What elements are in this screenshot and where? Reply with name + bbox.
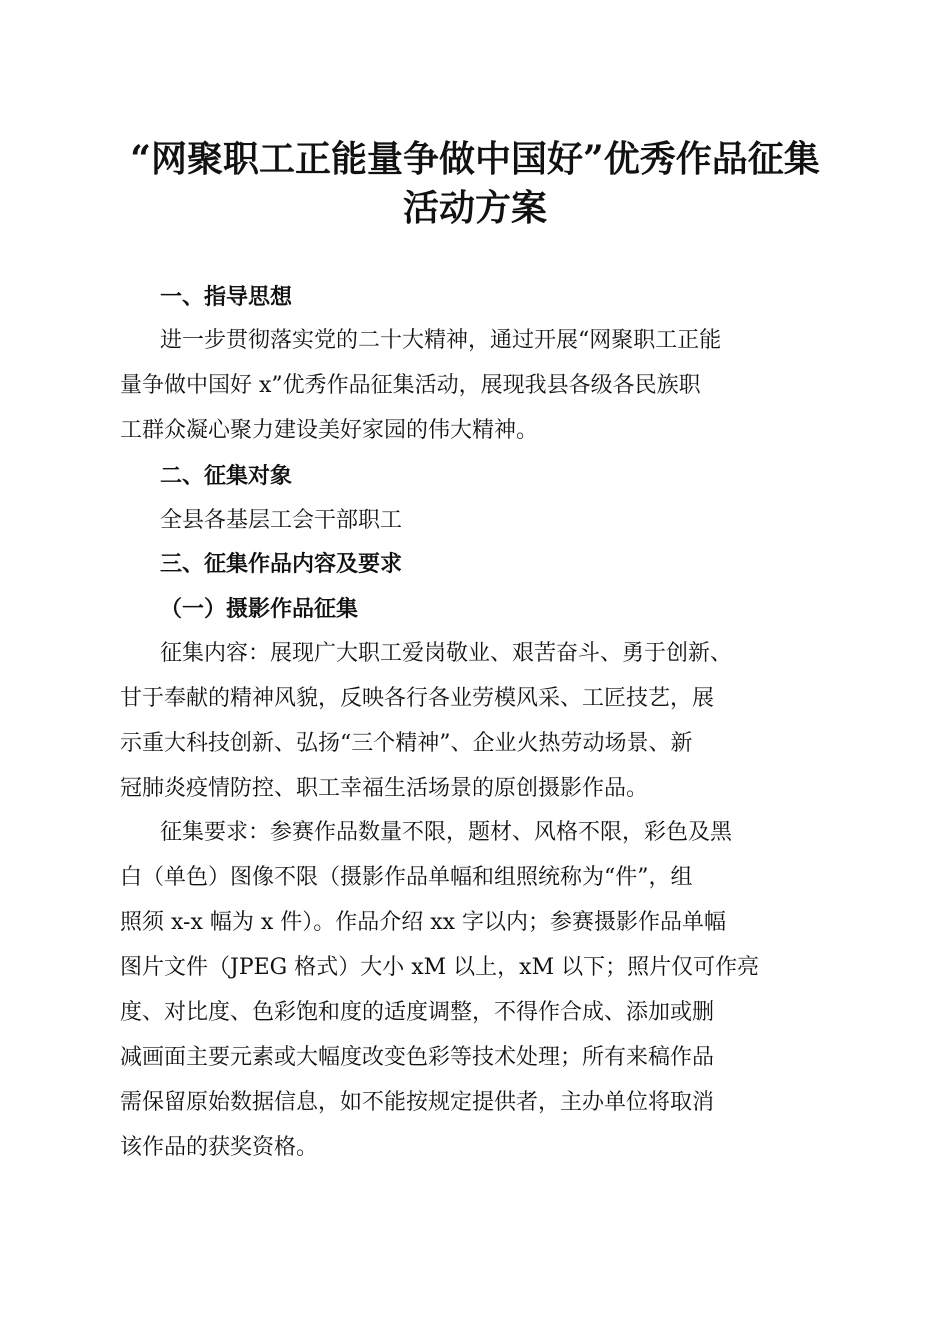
- document-title-line-2: 活动方案: [402, 187, 547, 229]
- document-title-line-1: “网聚职工正能量争做中国好”优秀作品征集: [130, 138, 820, 180]
- paragraph-line: 进一步贯彻落实党的二十大精神，通过开展“网聚职工正能: [160, 328, 722, 353]
- section-heading-content-requirements: 三、征集作品内容及要求: [160, 552, 403, 577]
- paragraph-line: 示重大科技创新、弘扬“三个精神”、企业火热劳动场景、新: [120, 731, 693, 756]
- paragraph-line: 征集内容：展现广大职工爱岗敬业、艰苦奋斗、勇于创新、: [160, 641, 733, 666]
- paragraph-line: 冠肺炎疫情防控、职工幸福生活场景的原创摄影作品。: [120, 776, 649, 801]
- paragraph-line: 甘于奉献的精神风貌，反映各行各业劳模风采、工匠技艺，展: [120, 686, 715, 711]
- paragraph-line: 全县各基层工会干部职工: [160, 508, 403, 533]
- paragraph-line: 量争做中国好 x”优秀作品征集活动，展现我县各级各民族职: [120, 373, 701, 398]
- paragraph-line: 该作品的获奖资格。: [120, 1135, 319, 1160]
- paragraph-line: 征集要求：参赛作品数量不限，题材、风格不限，彩色及黑: [160, 820, 733, 845]
- paragraph-line: 工群众凝心聚力建设美好家园的伟大精神。: [120, 418, 539, 443]
- section-heading-guiding-ideology: 一、指导思想: [160, 285, 293, 310]
- subsection-heading-photography: （一）摄影作品征集: [160, 596, 359, 622]
- paragraph-line: 减画面主要元素或大幅度改变色彩等技术处理；所有来稿作品: [120, 1045, 715, 1070]
- paragraph-line: 需保留原始数据信息，如不能按规定提供者，主办单位将取消: [120, 1090, 715, 1115]
- paragraph-line: 度、对比度、色彩饱和度的适度调整，不得作合成、添加或删: [120, 1000, 715, 1025]
- paragraph-line: 白（单色）图像不限（摄影作品单幅和组照统称为“件”，组: [120, 865, 693, 890]
- paragraph-line: 照须 x-x 幅为 x 件）。作品介绍 xx 字以内；参赛摄影作品单幅: [120, 910, 727, 935]
- section-heading-collection-target: 二、征集对象: [160, 464, 293, 489]
- paragraph-line: 图片文件（JPEG 格式）大小 xM 以上，xM 以下；照片仅可作亮: [120, 955, 760, 980]
